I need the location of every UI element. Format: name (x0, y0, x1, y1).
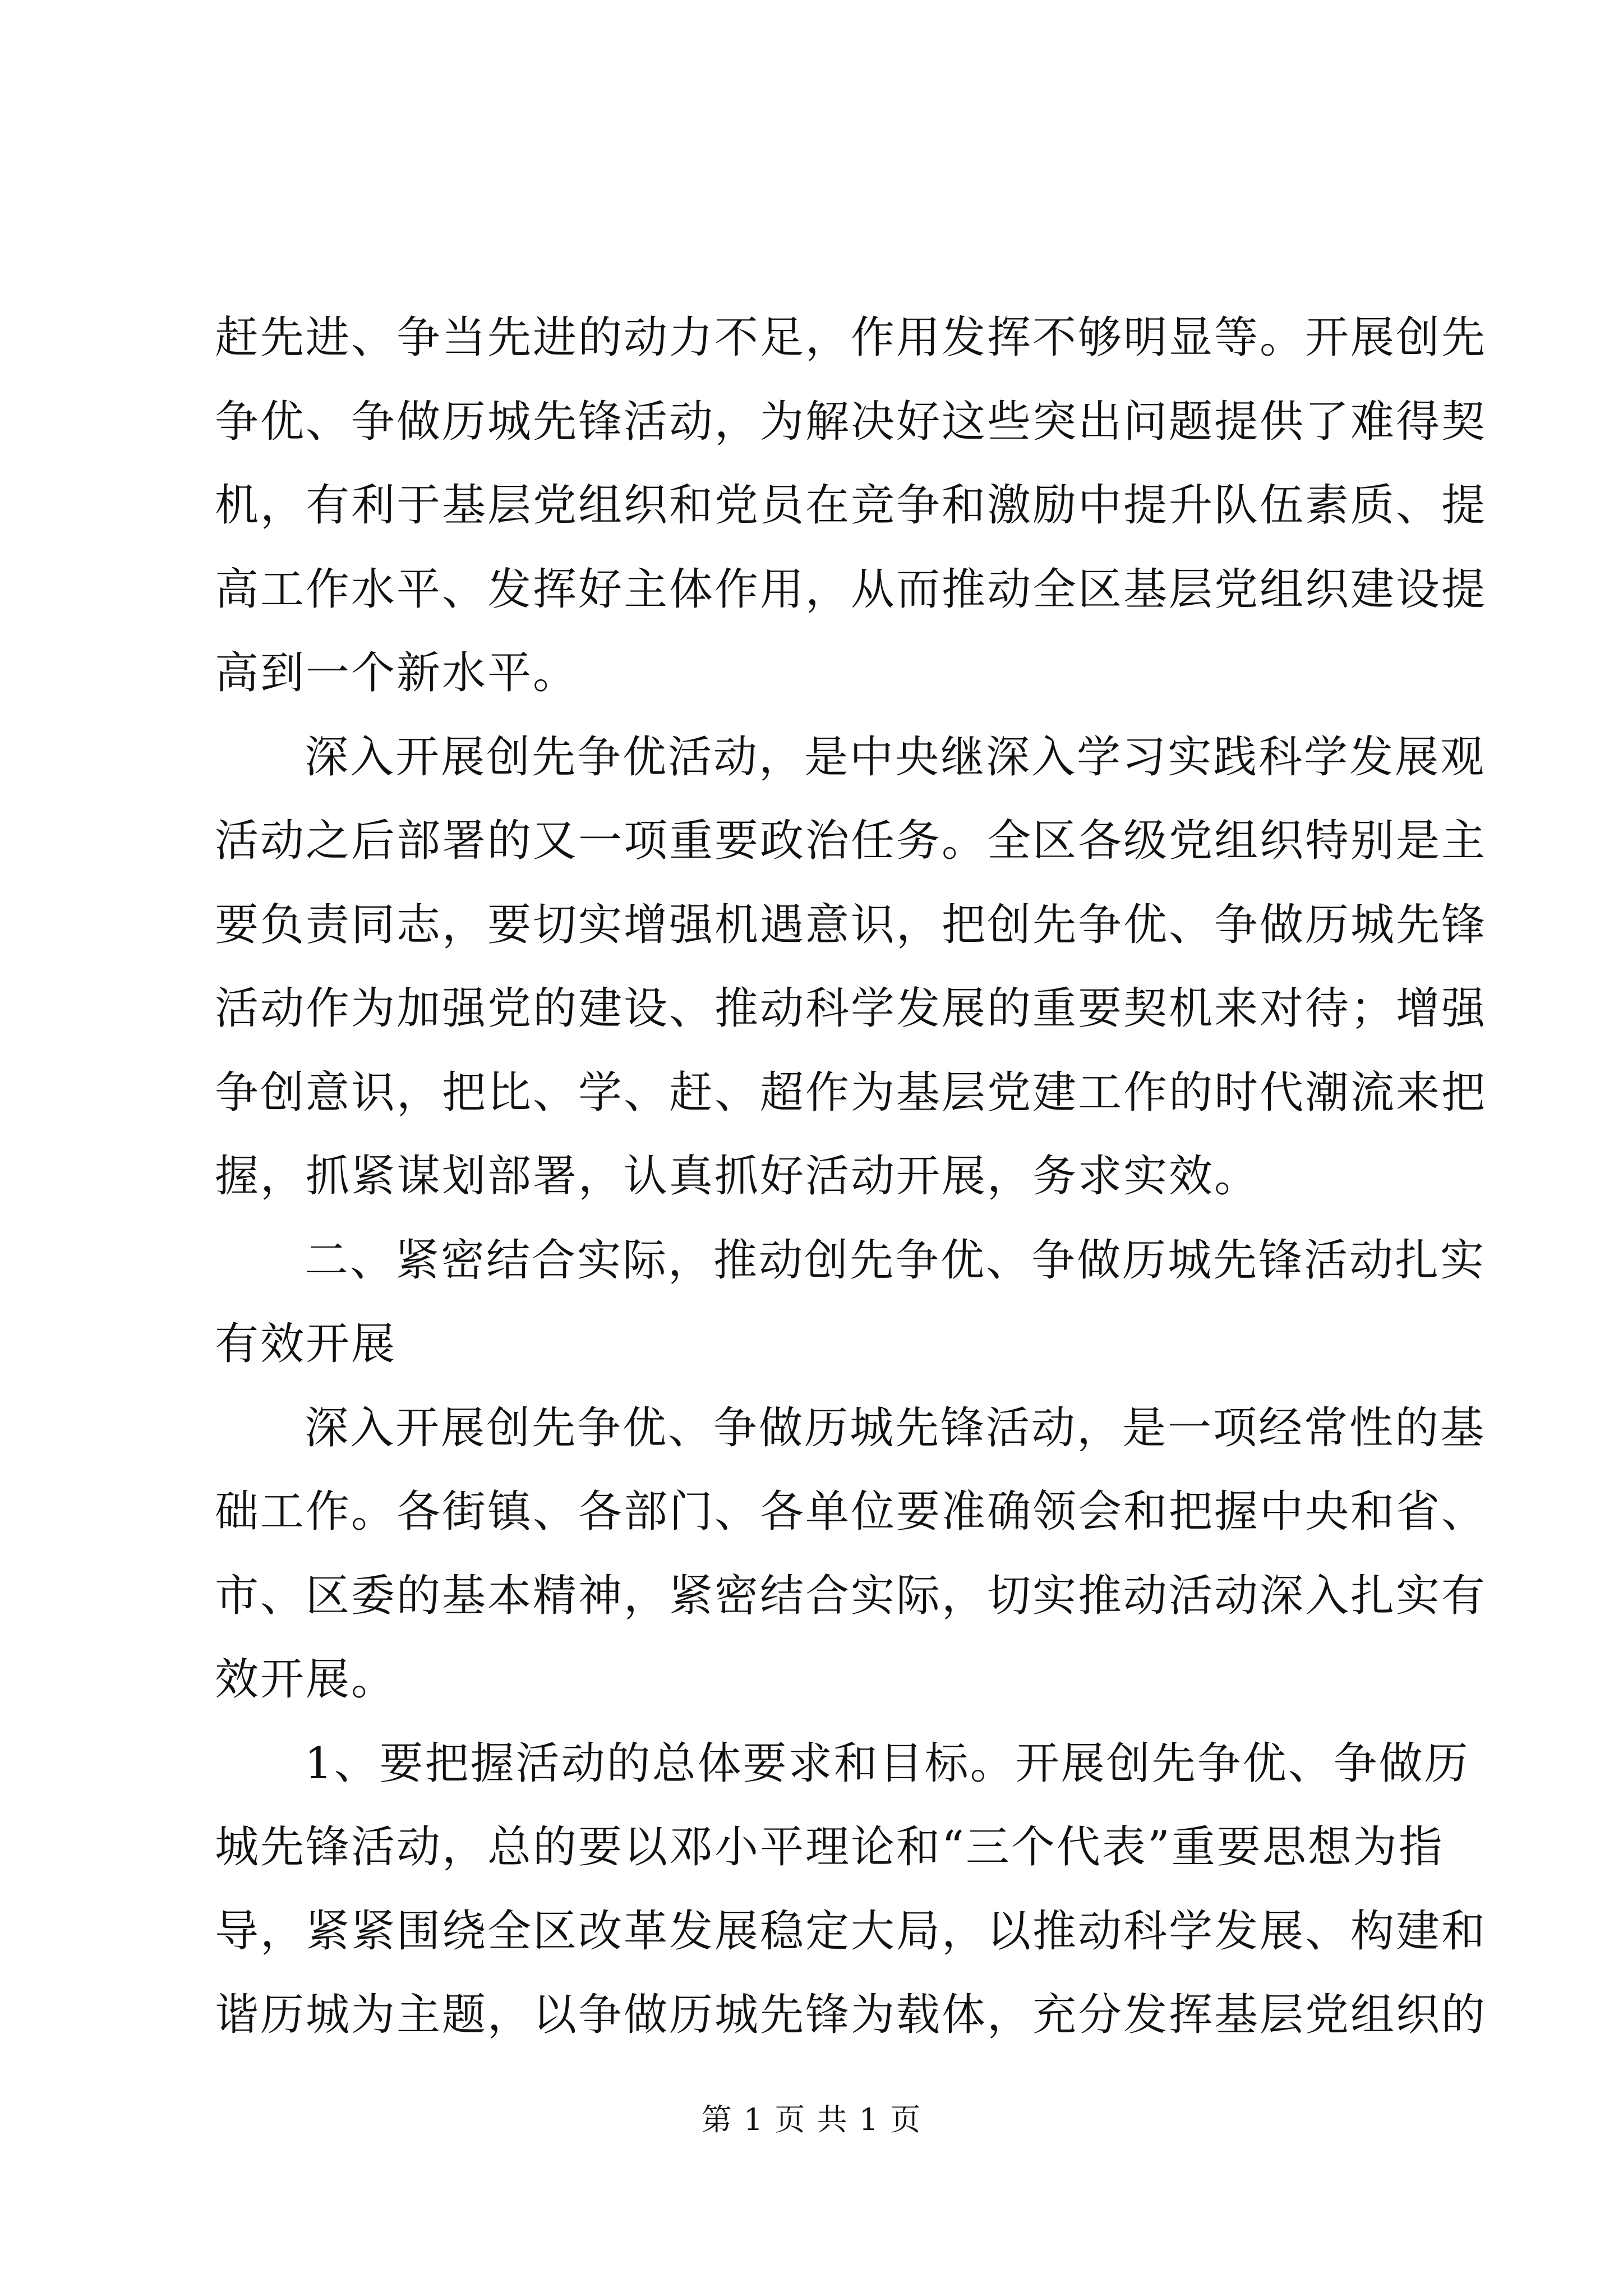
section-heading-continued: 有效开展 (215, 1319, 397, 1369)
text-line: 效开展。 (215, 1654, 397, 1705)
paragraph-first-line: 1、要把握活动的总体要求和目标。开展创先争优、争做历 (305, 1738, 1470, 1789)
text-line: 城先锋活动，总的要以邓小平理论和“三个代表”重要思想为指 (215, 1822, 1444, 1872)
text-line: 机，有利于基层党组织和党员在竞争和激励中提升队伍素质、提 (215, 480, 1487, 531)
text-line: 活动作为加强党的建设、推动科学发展的重要契机来对待；增强 (215, 983, 1487, 1034)
page-number-footer: 第 1 页 共 1 页 (701, 2102, 922, 2137)
text-line: 活动之后部署的又一项重要政治任务。全区各级党组织特别是主 (215, 816, 1487, 866)
paragraph-first-line: 深入开展创先争优活动，是中央继深入学习实践科学发展观 (305, 732, 1486, 783)
text-line: 高工作水平、发挥好主体作用，从而推动全区基层党组织建设提 (215, 564, 1487, 615)
section-heading: 二、紧密结合实际，推动创先争优、争做历城先锋活动扎实 (305, 1235, 1486, 1286)
text-line: 高到一个新水平。 (215, 648, 579, 698)
text-line: 争优、争做历城先锋活动，为解决好这些突出问题提供了难得契 (215, 397, 1487, 447)
text-line: 市、区委的基本精神，紧密结合实际，切实推动活动深入扎实有 (215, 1571, 1487, 1621)
text-line: 谐历城为主题，以争做历城先锋为载体，充分发挥基层党组织的 (215, 1990, 1487, 2040)
text-line: 要负责同志，要切实增强机遇意识，把创先争优、争做历城先锋 (215, 900, 1487, 950)
text-line: 赶先进、争当先进的动力不足，作用发挥不够明显等。开展创先 (215, 312, 1487, 363)
text-line: 础工作。各街镇、各部门、各单位要准确领会和把握中央和省、 (215, 1487, 1487, 1537)
text-line: 导，紧紧围绕全区改革发展稳定大局，以推动科学发展、构建和 (215, 1906, 1487, 1957)
paragraph-first-line: 深入开展创先争优、争做历城先锋活动，是一项经常性的基 (305, 1403, 1486, 1453)
text-line: 握，抓紧谋划部署，认真抓好活动开展，务求实效。 (215, 1151, 1260, 1202)
text-line: 争创意识，把比、学、赶、超作为基层党建工作的时代潮流来把 (215, 1068, 1487, 1118)
